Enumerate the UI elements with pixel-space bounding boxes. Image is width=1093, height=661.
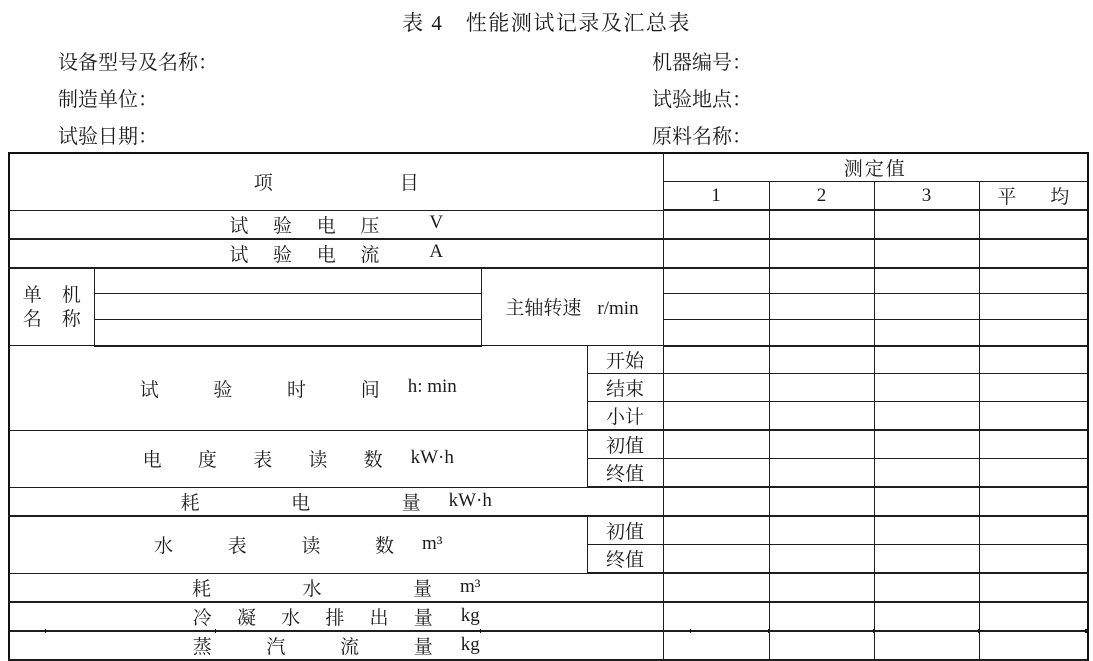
row-steam xyxy=(9,631,1088,660)
label-test-location: 试验地点： xyxy=(652,89,752,111)
value-cell xyxy=(663,573,769,602)
machine-label-line2: 名 称 xyxy=(22,308,81,330)
table-continuation xyxy=(0,629,1093,633)
row-water-meter-unit: m³ xyxy=(422,533,443,555)
value-cell xyxy=(769,268,874,294)
meta-left-column xyxy=(58,46,218,157)
spindle-speed-cell xyxy=(481,268,663,346)
value-cell xyxy=(663,294,769,320)
value-cell xyxy=(874,631,979,660)
value-cell xyxy=(979,268,1088,294)
header-item-cell xyxy=(9,153,663,210)
value-cell xyxy=(769,294,874,320)
value-cell xyxy=(663,346,769,374)
value-cell xyxy=(769,545,874,574)
value-cell xyxy=(769,374,874,402)
value-cell xyxy=(979,631,1088,660)
header-row-measured xyxy=(9,153,1088,182)
sub-label-initial: 初值 xyxy=(587,516,663,545)
label-manufacturer: 制造单位： xyxy=(58,89,158,111)
label-machine-number: 机器编号： xyxy=(652,52,752,74)
row-steam-label: 蒸 汽 流 量 xyxy=(192,637,433,658)
row-condensate xyxy=(9,602,1088,631)
machine-name-cell xyxy=(94,268,481,294)
sub-label-final: 终值 xyxy=(587,459,663,488)
value-cell xyxy=(769,487,874,516)
value-cell xyxy=(874,573,979,602)
row-energy-consumed-label: 耗 电 量 xyxy=(180,493,421,514)
value-cell xyxy=(769,346,874,374)
row-water-consumed-unit: m³ xyxy=(460,575,481,597)
value-cell xyxy=(663,487,769,516)
header-average-label: 平 均 xyxy=(997,187,1070,208)
row-water-consumed-label-cell xyxy=(9,573,663,602)
row-time-unit: h: min xyxy=(407,376,457,398)
performance-test-table xyxy=(8,152,1089,661)
grid-line-stub xyxy=(978,629,979,633)
value-cell xyxy=(769,516,874,545)
value-cell xyxy=(769,210,874,239)
value-cell xyxy=(663,402,769,431)
value-cell xyxy=(874,487,979,516)
value-cell xyxy=(979,402,1088,431)
header-col-3: 3 xyxy=(874,182,979,211)
table-border-stub xyxy=(8,629,10,633)
row-water-consumed xyxy=(9,573,1088,602)
row-current xyxy=(9,239,1088,268)
row-water-consumed-label: 耗 水 量 xyxy=(192,579,432,600)
value-cell xyxy=(979,459,1088,488)
value-cell xyxy=(769,402,874,431)
header-col-2: 2 xyxy=(769,182,874,211)
row-energy-meter-label-cell xyxy=(9,430,587,487)
grid-line-stub xyxy=(215,629,216,633)
row-water-meter-initial xyxy=(9,516,1088,545)
value-cell xyxy=(979,487,1088,516)
row-current-label: 试 验 电 流 xyxy=(229,244,380,266)
row-voltage xyxy=(9,210,1088,239)
value-cell xyxy=(979,346,1088,374)
header-item-label: 项 目 xyxy=(253,173,419,195)
machine-name-header-cell xyxy=(9,268,94,346)
value-cell xyxy=(769,631,874,660)
value-cell xyxy=(874,239,979,268)
row-voltage-unit: V xyxy=(429,212,444,234)
value-cell xyxy=(874,545,979,574)
value-cell xyxy=(979,239,1088,268)
row-energy-meter-label: 电 度 表 读 数 xyxy=(142,450,383,471)
label-test-date: 试验日期： xyxy=(58,126,158,148)
value-cell xyxy=(663,210,769,239)
value-cell xyxy=(769,430,874,459)
row-condensate-label: 冷 凝 水 排 出 量 xyxy=(192,608,433,629)
machine-name-cell xyxy=(94,294,481,320)
row-energy-consumed-unit: kW·h xyxy=(448,489,492,511)
row-time-label: 试 验 时 间 xyxy=(139,379,380,401)
value-cell xyxy=(874,374,979,402)
sub-label-end: 结束 xyxy=(587,374,663,402)
sub-label-subtotal: 小计 xyxy=(587,402,663,431)
value-cell xyxy=(769,602,874,631)
value-cell xyxy=(663,374,769,402)
row-time-start xyxy=(9,346,1088,374)
row-machine-1 xyxy=(9,268,1088,294)
row-energy-consumed xyxy=(9,487,1088,516)
row-steam-label-cell xyxy=(9,631,663,660)
label-device-model: 设备型号及名称： xyxy=(58,52,218,74)
row-condensate-label-cell xyxy=(9,602,663,631)
grid-line-stub xyxy=(768,629,769,633)
machine-name-cell xyxy=(94,320,481,346)
header-measured-cell xyxy=(663,153,1088,182)
label-material-name: 原料名称： xyxy=(652,126,752,148)
value-cell xyxy=(663,516,769,545)
value-cell xyxy=(979,430,1088,459)
value-cell xyxy=(769,320,874,346)
value-cell xyxy=(663,239,769,268)
row-energy-meter-initial xyxy=(9,430,1088,459)
value-cell xyxy=(874,602,979,631)
sub-label-final: 终值 xyxy=(587,545,663,574)
value-cell xyxy=(979,320,1088,346)
row-condensate-unit: kg xyxy=(460,604,480,626)
row-current-label-cell xyxy=(9,239,663,268)
row-energy-consumed-label-cell xyxy=(9,487,663,516)
row-voltage-label-cell xyxy=(9,210,663,239)
value-cell xyxy=(979,210,1088,239)
grid-line-stub xyxy=(873,629,874,633)
header-col-average xyxy=(979,182,1088,211)
value-cell xyxy=(874,294,979,320)
sub-label-initial: 初值 xyxy=(587,430,663,459)
value-cell xyxy=(874,430,979,459)
value-cell xyxy=(663,631,769,660)
row-energy-meter-unit: kW·h xyxy=(410,446,454,468)
sub-label-start: 开始 xyxy=(587,346,663,374)
value-cell xyxy=(979,374,1088,402)
spindle-speed-unit: r/min xyxy=(597,298,639,320)
value-cell xyxy=(769,459,874,488)
value-cell xyxy=(874,459,979,488)
row-time-label-cell xyxy=(9,346,587,431)
value-cell xyxy=(769,239,874,268)
machine-label-line1: 单 机 xyxy=(22,284,81,306)
header-measured-label: 测定值 xyxy=(843,159,907,180)
value-cell xyxy=(979,545,1088,574)
value-cell xyxy=(874,210,979,239)
header-col-1: 1 xyxy=(663,182,769,211)
value-cell xyxy=(979,294,1088,320)
value-cell xyxy=(874,402,979,431)
value-cell xyxy=(874,268,979,294)
row-steam-unit: kg xyxy=(460,633,480,655)
value-cell xyxy=(979,602,1088,631)
value-cell xyxy=(663,602,769,631)
value-cell xyxy=(663,320,769,346)
value-cell xyxy=(979,573,1088,602)
table-border-stub xyxy=(1085,629,1087,633)
row-current-unit: A xyxy=(429,241,444,263)
row-water-meter-label-cell xyxy=(9,516,587,573)
value-cell xyxy=(979,516,1088,545)
value-cell xyxy=(874,516,979,545)
value-cell xyxy=(769,573,874,602)
grid-line-stub xyxy=(45,629,46,633)
value-cell xyxy=(663,545,769,574)
value-cell xyxy=(874,320,979,346)
grid-line-stub xyxy=(480,629,481,633)
value-cell xyxy=(663,268,769,294)
document-title: 表 4 性能测试记录及汇总表 xyxy=(402,11,691,35)
row-voltage-label: 试 验 电 压 xyxy=(229,215,380,237)
row-water-meter-label: 水 表 读 数 xyxy=(154,536,394,558)
value-cell xyxy=(874,346,979,374)
value-cell xyxy=(663,459,769,488)
meta-right-column xyxy=(652,46,752,157)
value-cell xyxy=(663,430,769,459)
grid-line-stub xyxy=(690,629,691,633)
spindle-speed-label: 主轴转速 xyxy=(505,298,582,320)
